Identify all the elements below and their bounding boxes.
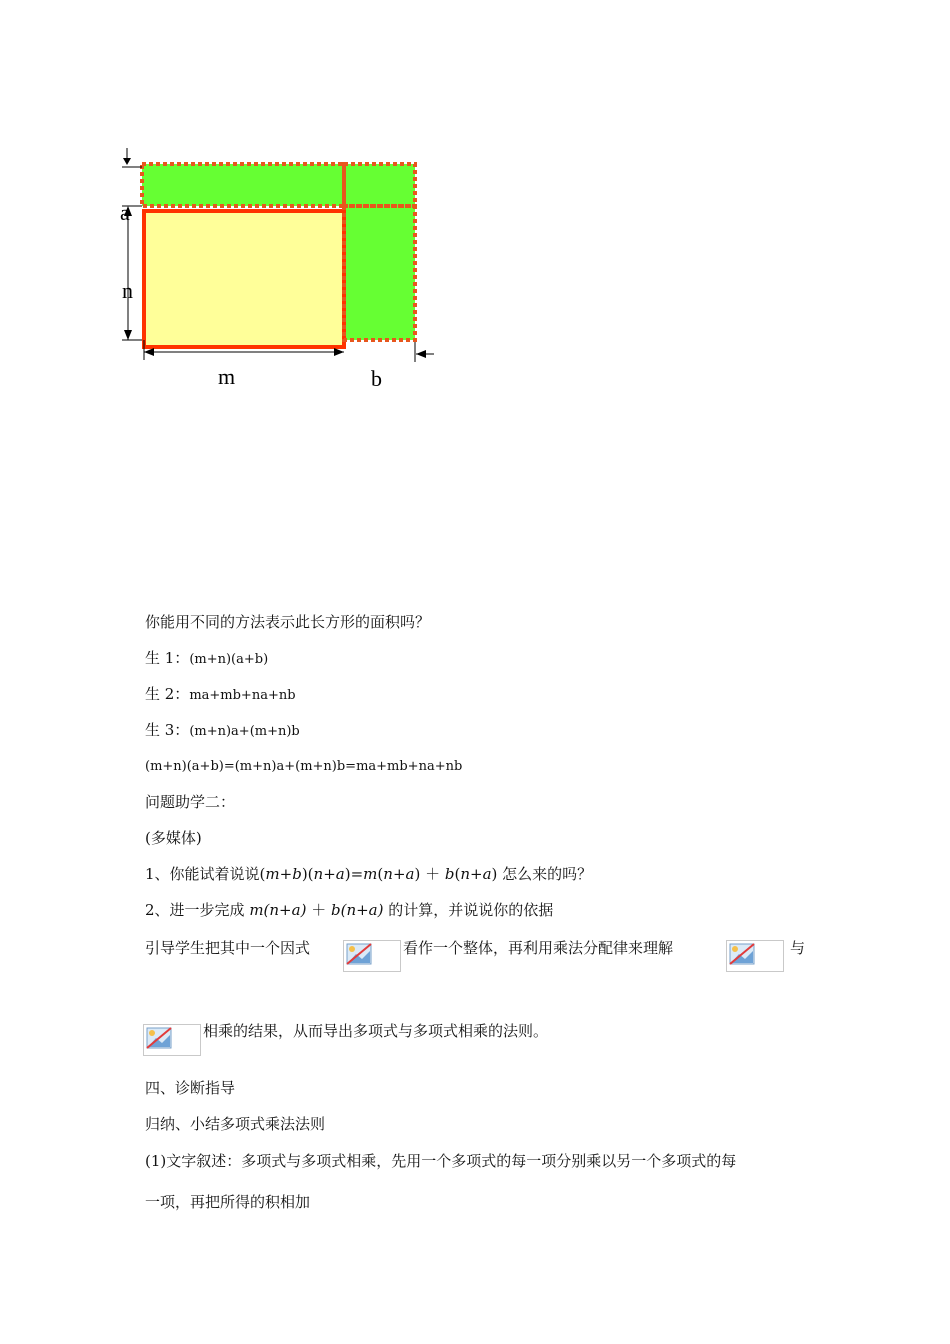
broken-image-icon [346, 943, 372, 965]
student3-label: 生 3： [145, 721, 190, 739]
student2-label: 生 2： [145, 685, 190, 703]
student1-line [145, 648, 268, 670]
formula-image-placeholder-3 [143, 1024, 201, 1056]
label-m: m [218, 364, 236, 389]
item1-a2: a [405, 865, 415, 883]
green-right-strip [344, 206, 415, 340]
item1-close: ) ＋ [414, 865, 445, 883]
rule-line-2: 一项，再把所得的积相加 [145, 1193, 311, 1211]
question-line: 你能用不同的方法表示此长方形的面积吗？ [145, 613, 431, 631]
multimedia-note: (多媒体) [145, 829, 202, 847]
formula-image-placeholder-1 [343, 940, 401, 972]
item2-expr1: (n+a) [263, 901, 307, 919]
green-top-strip [142, 164, 415, 206]
item1-m: m [265, 865, 280, 883]
formula-image-placeholder-2 [726, 940, 784, 972]
item2-m: m [249, 901, 264, 919]
item1-paren: ( [377, 865, 384, 883]
student1-label: 生 1： [145, 649, 190, 667]
item2-post: 的计算，并说说你的依据 [383, 901, 554, 919]
section-four-heading: 四、诊断指导 [145, 1079, 236, 1097]
item1-b2: b [444, 865, 455, 883]
label-b: b [371, 366, 382, 391]
item-2 [145, 900, 553, 920]
label-n: n [122, 278, 133, 303]
guide-text-a: 引导学生把其中一个因式 [145, 939, 311, 957]
item1-paren2: ( [454, 865, 461, 883]
area-figure [110, 140, 450, 400]
student3-line [145, 720, 300, 742]
rectangle-area-diagram [110, 140, 450, 400]
help-two-heading: 问题助学二： [145, 793, 236, 811]
label-a: a [120, 200, 130, 225]
guide-text-b: 看作一个整体，再利用乘法分配律来理解 [403, 939, 674, 957]
item1-post: 怎么来的吗？ [497, 865, 593, 883]
broken-image-icon [729, 943, 755, 965]
item1-mid: )( [301, 865, 314, 883]
item1-n3: n [460, 865, 470, 883]
item1-plus4: + [470, 865, 483, 883]
student3-expr: (m+n)a+(m+n)b [189, 724, 300, 739]
item2-pre: 2、进一步完成 [145, 901, 250, 919]
broken-image-icon [146, 1027, 172, 1049]
item2-plus: ＋ [306, 901, 331, 919]
item2-b: b [330, 901, 341, 919]
item1-b: b [292, 865, 302, 883]
item1-plus: + [279, 865, 293, 883]
guide-text-c: 与 [790, 939, 806, 957]
item1-a3: a [482, 865, 492, 883]
student1-expr: (m+n)(a+b) [189, 652, 269, 667]
item-1 [145, 864, 592, 884]
item1-plus3: + [392, 865, 406, 883]
item1-plus2: + [323, 865, 336, 883]
guide-text-d: 相乘的结果，从而导出多项式与多项式相乘的法则。 [203, 1022, 549, 1040]
item1-m2: m [363, 865, 378, 883]
item1-pre: 1、你能试着说说( [145, 865, 266, 883]
yellow-main-rect [144, 211, 344, 347]
equation-line: (m+n)(a+b)=(m+n)a+(m+n)b=ma+mb+na+nb [145, 759, 463, 774]
rule-line-1: (1)文字叙述：多项式与多项式相乘，先用一个多项式的每一项分别乘以另一个多项式的每 [145, 1152, 737, 1170]
summary-line: 归纳、小结多项式乘法法则 [145, 1115, 326, 1133]
item2-expr2: (n+a) [340, 901, 384, 919]
item1-eq: )= [344, 865, 364, 883]
student2-expr: ma+mb+na+nb [189, 688, 296, 703]
item1-n2: n [383, 865, 393, 883]
item1-n: n [313, 865, 324, 883]
item1-a: a [335, 865, 345, 883]
student2-line [145, 684, 296, 706]
item1-close2: ) [491, 865, 498, 883]
